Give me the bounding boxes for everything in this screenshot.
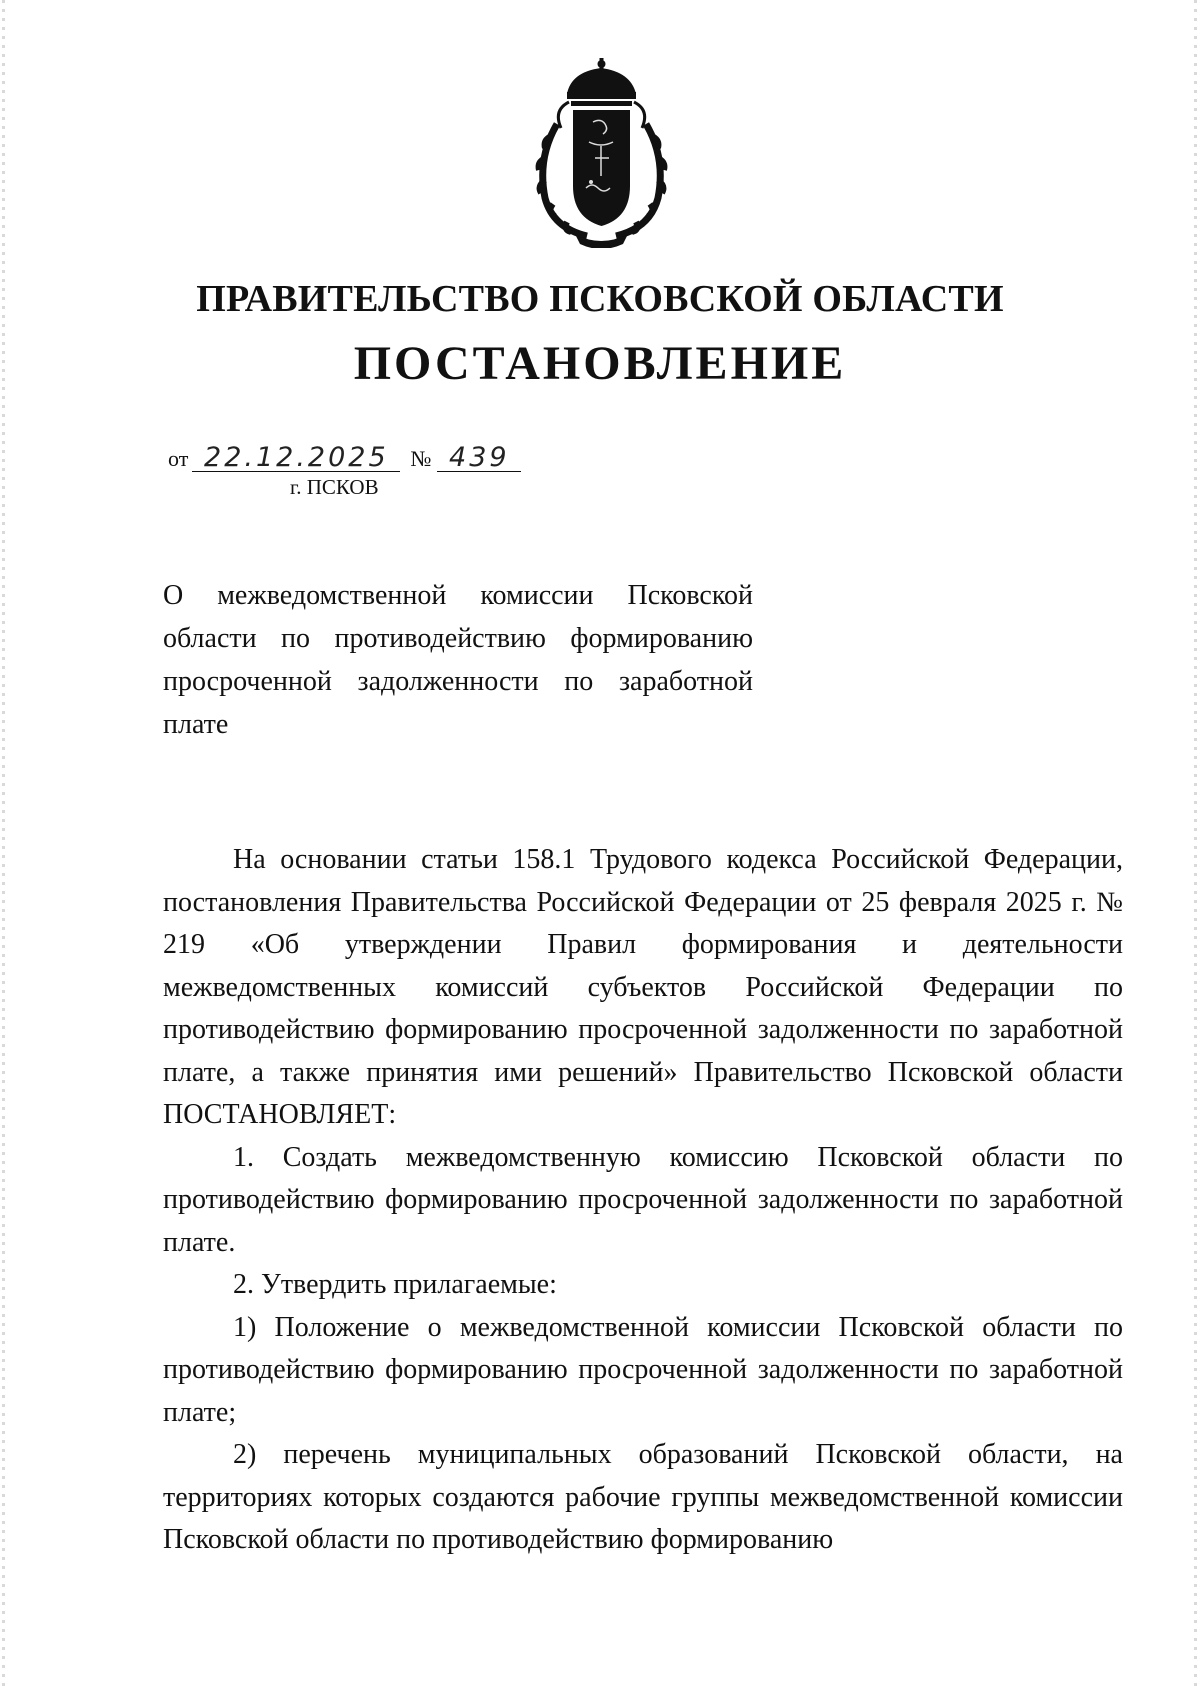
number-sign: № xyxy=(410,446,432,471)
document-type-title: ПОСТАНОВЛЕНИЕ xyxy=(353,337,847,390)
item-2-1-paragraph: 1) Положение о межведомственной комиссии Псковской области по противодействию формированию просроченной задолженности по заработной плате; xyxy=(163,1311,1123,1428)
scan-edge-right xyxy=(1194,0,1197,1686)
item-2-paragraph: 2. Утвердить прилагаемые: xyxy=(233,1269,557,1300)
scan-edge-left xyxy=(2,0,5,1686)
date-number-line xyxy=(168,444,521,474)
preamble-paragraph: На основании статьи 158.1 Трудового кодекса Российской Федерации, постановления Правительства Российской Федерации от 25 февраля 2025 г. № 219 «Об утверждении Правил формирования и деятельности межведомственных комиссий субъектов Российской Федерации по противодействию формированию просроченной задолженности по заработной плате, а также принятия ими решений» Правительство Псковской области ПОСТАНОВЛЯЕТ: xyxy=(163,844,1123,1130)
date-prefix: от xyxy=(168,446,189,471)
organization-title: ПРАВИТЕЛЬСТВО ПСКОВСКОЙ ОБЛАСТИ xyxy=(196,278,1004,320)
document-subject: О межведомственной комиссии Псковской области по противодействию формированию просроченной задолженности по заработной плате xyxy=(163,580,753,740)
item-2-2-paragraph: 2) перечень муниципальных образований Псковской области, на территориях которых создаются рабочие группы межведомственной комиссии Псковской области по противодействию формированию xyxy=(163,1439,1123,1555)
city-label: г. ПСКОВ xyxy=(290,475,379,499)
document-date: 22.12.2025 xyxy=(192,445,400,472)
item-1-paragraph: 1. Создать межведомственную комиссию Псковской области по противодействию формированию просроченной задолженности по заработной плате. xyxy=(163,1141,1123,1258)
document-number: 439 xyxy=(437,445,521,472)
document-body xyxy=(163,839,1123,1562)
coat-of-arms-icon xyxy=(531,58,672,248)
